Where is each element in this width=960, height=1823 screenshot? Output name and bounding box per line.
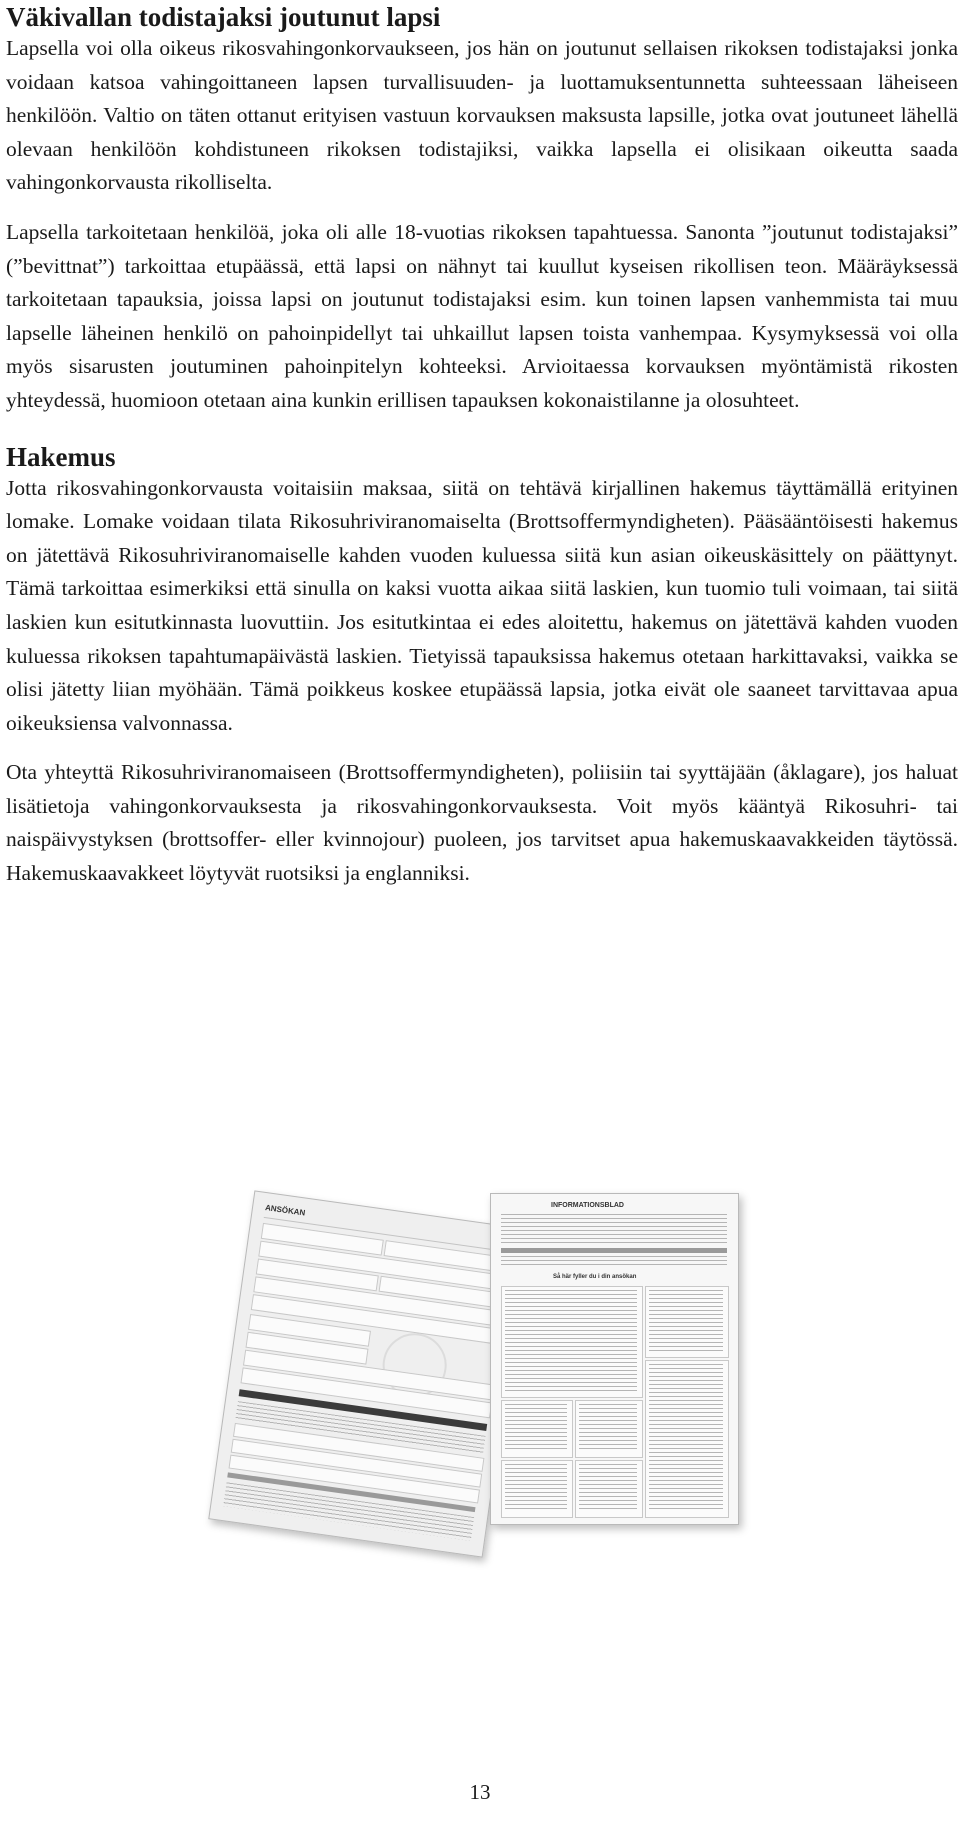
application-form-image <box>208 1190 529 1557</box>
document-page <box>6 0 958 891</box>
paragraph-witness-2: Lapsella tarkoitetaan henkilöä, joka oli alle 18-vuotias rikoksen tapahtuessa. Sanonta ”joutunut todistajaksi” (”bevittnat”) tarkoittaa etupäässä, että lapsi on nähnyt tai kuullut kyseisen rikollisen teon. Määräyksessä tarkoitetaan tapauksia, joissa lapsi on joutunut todistajaksi esim. kun toinen lapsen vanhemmista tai muu lapselle läheinen henkilö on pahoinpidellyt tai uhkaillut lapsen toista vanhempaa. Kysymyksessä voi olla myös sisarusten joutuminen pahoinpitelyn kohteeksi. Arvioitaessa korvauksen myöntämistä rikosten yhteydessä, huomioon otetaan aina kunkin erillisen tapauksen kokonaistilanne ja olosuhteet. <box>6 219 958 412</box>
section-title-application: Hakemus <box>6 441 116 472</box>
paragraph-application-1: Jotta rikosvahingonkorvausta voitaisiin maksaa, siitä on tehtävä kirjallinen hakemus täyttämällä erityinen lomake. Lomake voidaan tilata Rikosuhriviranomaiselta (Brottsoffermyndigheten). Pääsääntöisesti hakemus on jätettävä Rikosuhriviranomaiselle kahden vuoden kuluessa siitä kun asian oikeuskäsittely on päättynyt. Tämä tarkoittaa esimerkiksi että sinulla on kaksi vuotta aikaa siitä laskien, kun tuomio tuli voimaan, tai siitä laskien kun esitutkinnasta luovuttiin. Jos esitutkintaa ei edes aloitettu, hakemus on jätettävä kahden vuoden kuluessa rikoksen tapahtumapäivästä laskien. Tietyissä tapauksissa hakemus otetaan harkittavaksi, vaikka se olisi jätetty liian myöhään. Tämä poikkeus koskee etupäässä lapsia, jotka eivät ole saaneet tarvittavaa apua oikeuksiensa valvonnassa. <box>6 475 958 735</box>
form-heading: ANSÖKAN <box>264 1203 306 1218</box>
information-sheet-image <box>490 1193 739 1525</box>
application-forms-illustration <box>215 1178 755 1558</box>
section-title-witness-child: Väkivallan todistajaksi joutunut lapsi <box>6 2 441 32</box>
paragraph-witness-1: Lapsella voi olla oikeus rikosvahingonkorvaukseen, jos hän on joutunut sellaisen rikoksen todistajaksi jonka voidaan katsoa vahingoittaneen lapsen turvallisuuden- ja luottamuksentunnetta suhteessaan läheiseen henkilöön. Valtio on täten ottanut erityisen vastuun korvauksen maksusta lapsille, jotka ovat joutuneet lähellä olevaan henkilöön kohdistuneen rikoksen todistajiksi, vaikka lapsella ei olisikaan oikeutta saada vahingonkorvausta rikolliselta. <box>6 36 958 195</box>
page-number: 13 <box>469 1780 491 1804</box>
paragraph-application-2: Ota yhteyttä Rikosuhriviranomaiseen (Brottsoffermyndigheten), poliisiin tai syyttäjään (åklagare), jos haluat lisätietoja vahingonkorvauksesta ja rikosvahingonkorvauksesta. Voit myös kääntyä Rikosuhri- tai naispäivystyksen (brottsoffer- eller kvinnojour) puoleen, jos tarvitset apua hakemuskaavakkeiden täytössä. Hakemuskaavakkeet löytyvät ruotsiksi ja englanniksi. <box>6 760 958 886</box>
info-sheet-subheading: Så här fyller du i din ansökan <box>553 1274 637 1280</box>
info-sheet-heading: INFORMATIONSBLAD <box>551 1202 624 1209</box>
